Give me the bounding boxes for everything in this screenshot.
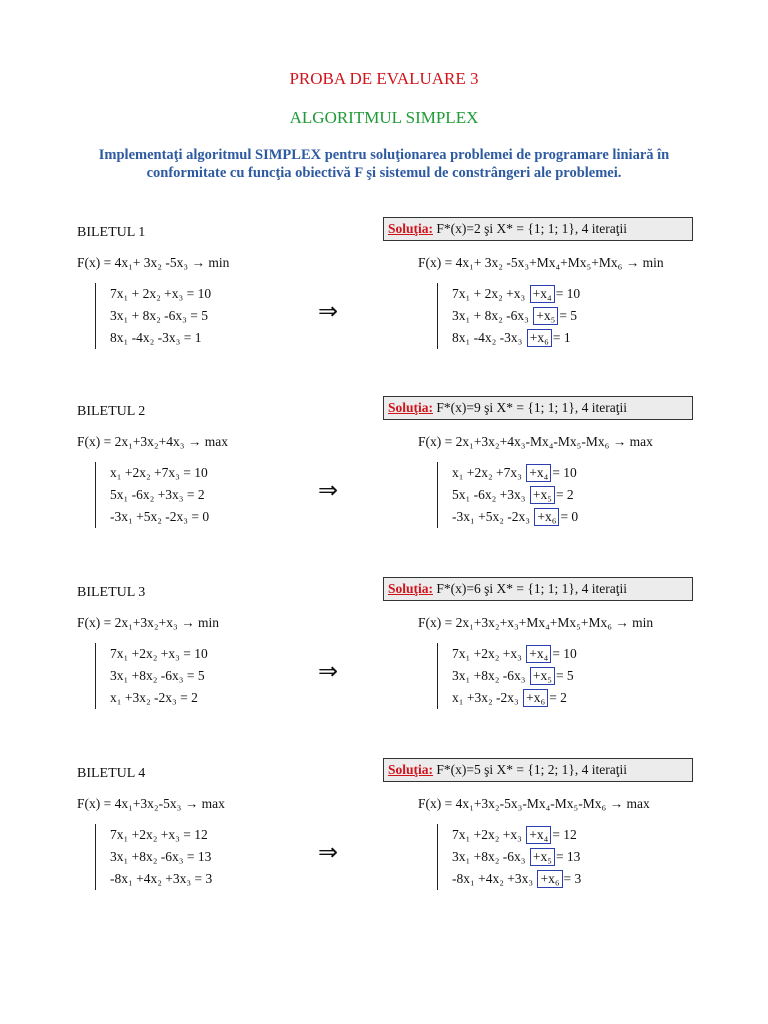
constraint-equation: 3x₁ + 8x₂ -6x₃ = 5	[110, 308, 208, 323]
solution-box	[383, 577, 693, 601]
constraint-equation: x₁ +3x₂ -2x₃ = 2	[110, 690, 198, 705]
solution-key: Soluţia:	[388, 581, 434, 596]
constraint-system-extended	[437, 283, 580, 349]
constraint-equation: 3x₁ +8x₂ -6x₃ = 5	[110, 668, 205, 683]
ticket-1	[0, 221, 768, 395]
solution-value: F*(x)=2 şi X* = {1; 1; 1}, 4 iteraţii	[436, 221, 627, 236]
equation-rhs: = 13	[555, 849, 581, 864]
equation-lhs: 7x₁ +2x₂ +x₃	[452, 827, 522, 842]
objective-function-extended: F(x) = 4x₁+3x₂-5x₃-Mx₄-Mx₅-Mx₆ → max	[418, 796, 650, 811]
solution-box	[383, 758, 693, 782]
constraint-system	[95, 283, 211, 349]
objective-function-extended: F(x) = 4x₁+ 3x₂ -5x₃+Mx₄+Mx₅+Mx₆ → min	[418, 255, 664, 270]
solution-box	[383, 217, 693, 241]
ticket-label: BILETUL 4	[77, 766, 146, 781]
constraint-system-extended	[437, 824, 581, 890]
objective-function: F(x) = 2x₁+3x₂+4x₃ → max	[77, 434, 228, 449]
slack-variable-box: +x₅	[533, 307, 558, 325]
page-subtitle: ALGORITMUL SIMPLEX	[289, 108, 479, 127]
constraint-equation-extended	[452, 506, 578, 528]
constraint-system-extended	[437, 643, 577, 709]
implies-arrow: ⇒	[318, 657, 339, 685]
constraint-equation: -8x₁ +4x₂ +3x₃ = 3	[110, 871, 213, 886]
equation-lhs: 5x₁ -6x₂ +3x₃	[452, 487, 526, 502]
equation-rhs: = 2	[549, 690, 567, 705]
slack-variable-box: +x₄	[530, 285, 555, 303]
page-title: PROBA DE EVALUARE 3	[289, 69, 479, 88]
equation-lhs: 8x₁ -4x₂ -3x₃	[452, 330, 523, 345]
constraint-equation: 7x₁ + 2x₂ +x₃ = 10	[110, 286, 212, 301]
objective-function-extended: F(x) = 2x₁+3x₂+x₃+Mx₄+Mx₅+Mx₆ → min	[418, 615, 654, 630]
equation-rhs: = 3	[563, 871, 582, 886]
solution-value: F*(x)=6 şi X* = {1; 1; 1}, 4 iteraţii	[436, 581, 627, 596]
equation-lhs: 7x₁ + 2x₂ +x₃	[452, 286, 526, 301]
solution-value: F*(x)=9 şi X* = {1; 1; 1}, 4 iteraţii	[436, 400, 627, 415]
constraint-equation-extended	[452, 824, 581, 846]
slack-variable-box: +x₆	[523, 689, 548, 707]
equation-rhs: = 10	[555, 286, 581, 301]
constraint-system-extended	[437, 462, 578, 528]
slack-variable-box: +x₆	[527, 329, 552, 347]
equation-lhs: x₁ +2x₂ +7x₃	[452, 465, 522, 480]
slack-variable-box: +x₄	[526, 826, 551, 844]
constraint-equation-extended	[452, 462, 578, 484]
constraint-system	[95, 462, 209, 528]
equation-rhs: = 12	[552, 827, 577, 842]
solution-box	[383, 396, 693, 420]
constraint-system	[95, 824, 212, 890]
ticket-4	[0, 762, 768, 936]
solution-key: Soluţia:	[388, 221, 434, 236]
constraint-equation-extended	[452, 305, 580, 327]
equation-rhs: = 2	[555, 487, 574, 502]
objective-function: F(x) = 4x₁+3x₂-5x₃ → max	[77, 796, 225, 811]
equation-lhs: 3x₁ + 8x₂ -6x₃	[452, 308, 529, 323]
objective-function: F(x) = 2x₁+3x₂+x₃ → min	[77, 615, 219, 630]
ticket-label: BILETUL 2	[77, 404, 146, 419]
equation-lhs: 7x₁ +2x₂ +x₃	[452, 646, 522, 661]
slack-variable-box: +x₅	[530, 667, 555, 685]
objective-function: F(x) = 4x₁+ 3x₂ -5x₃ → min	[77, 255, 230, 270]
constraint-equation-extended	[452, 846, 581, 868]
equation-rhs: = 10	[552, 465, 577, 480]
slack-variable-box: +x₆	[534, 508, 559, 526]
constraint-equation: 5x₁ -6x₂ +3x₃ = 2	[110, 487, 205, 502]
constraint-equation: x₁ +2x₂ +7x₃ = 10	[110, 465, 208, 480]
implies-arrow: ⇒	[318, 476, 339, 504]
constraint-equation-extended	[452, 327, 580, 349]
ticket-label: BILETUL 1	[77, 225, 146, 240]
constraint-equation-extended	[452, 643, 577, 665]
solution-key: Soluţia:	[388, 762, 434, 777]
equation-lhs: 3x₁ +8x₂ -6x₃	[452, 849, 526, 864]
objective-function-extended: F(x) = 2x₁+3x₂+4x₃-Mx₄-Mx₅-Mx₆ → max	[418, 434, 653, 449]
constraint-equation: 8x₁ -4x₂ -3x₃ = 1	[110, 330, 202, 345]
equation-rhs: = 0	[560, 509, 579, 524]
equation-rhs: = 5	[559, 308, 578, 323]
equation-lhs: -8x₁ +4x₂ +3x₃	[452, 871, 534, 886]
implies-arrow: ⇒	[318, 297, 339, 325]
constraint-equation: -3x₁ +5x₂ -2x₃ = 0	[110, 509, 210, 524]
constraint-equation-extended	[452, 868, 581, 890]
implies-arrow: ⇒	[318, 838, 339, 866]
slack-variable-box: +x₆	[537, 870, 562, 888]
equation-rhs: = 1	[552, 330, 571, 345]
instructions-text: Implementaţi algoritmul SIMPLEX pentru soluţionarea problemei de programare liniară în conformitate cu funcţia obiectivă F şi sistemul de constrângeri ale problemei.	[98, 147, 670, 181]
constraint-equation-extended	[452, 665, 577, 687]
constraint-equation-extended	[452, 283, 580, 305]
slack-variable-box: +x₄	[526, 645, 551, 663]
constraint-equation: 7x₁ +2x₂ +x₃ = 10	[110, 646, 208, 661]
slack-variable-box: +x₅	[530, 848, 555, 866]
ticket-2	[0, 400, 768, 574]
ticket-3	[0, 581, 768, 755]
constraint-equation: 3x₁ +8x₂ -6x₃ = 13	[110, 849, 212, 864]
slack-variable-box: +x₄	[526, 464, 551, 482]
constraint-equation-extended	[452, 484, 578, 506]
equation-lhs: x₁ +3x₂ -2x₃	[452, 690, 519, 705]
equation-lhs: -3x₁ +5x₂ -2x₃	[452, 509, 530, 524]
equation-rhs: = 5	[555, 668, 574, 683]
slack-variable-box: +x₅	[530, 486, 555, 504]
equation-rhs: = 10	[552, 646, 577, 661]
constraint-system	[95, 643, 208, 709]
constraint-equation: 7x₁ +2x₂ +x₃ = 12	[110, 827, 208, 842]
ticket-label: BILETUL 3	[77, 585, 146, 600]
constraint-equation-extended	[452, 687, 577, 709]
solution-key: Soluţia:	[388, 400, 434, 415]
solution-value: F*(x)=5 şi X* = {1; 2; 1}, 4 iteraţii	[436, 762, 627, 777]
equation-lhs: 3x₁ +8x₂ -6x₃	[452, 668, 526, 683]
